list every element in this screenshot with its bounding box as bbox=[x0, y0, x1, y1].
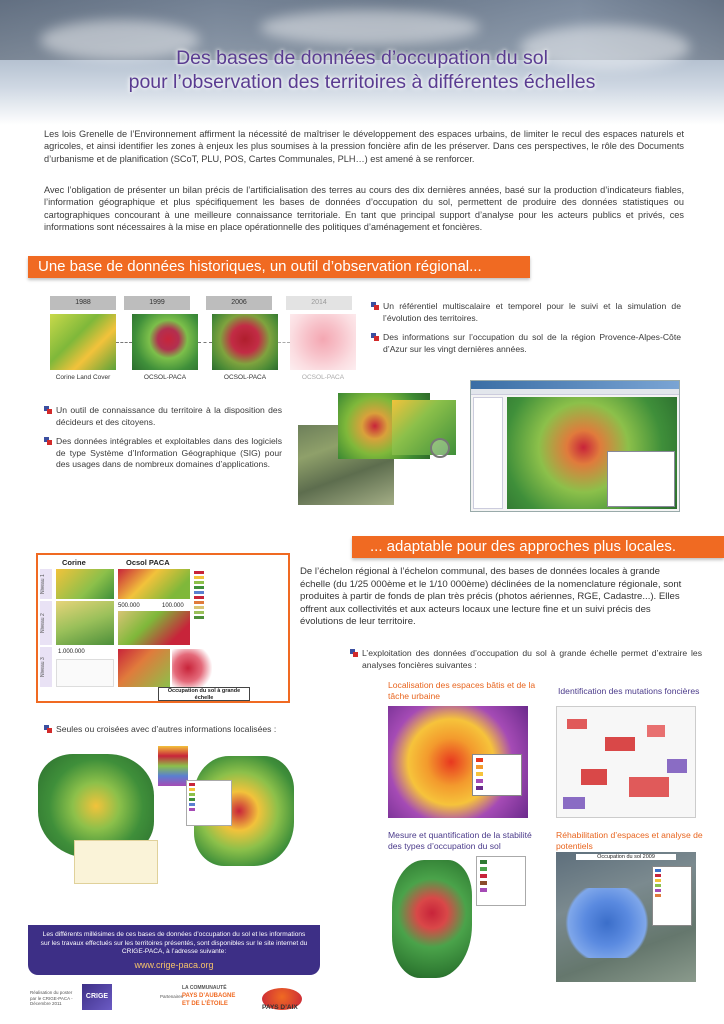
crige-website-link[interactable]: www.crige-paca.org bbox=[134, 959, 214, 970]
bullet-text: Seules ou croisées avec d’autres informations localisées : bbox=[56, 724, 277, 734]
layers-stack-icon bbox=[158, 746, 188, 786]
magnifier-icon bbox=[430, 438, 450, 458]
analysis-title-urban: Localisation des espaces bâtis et de la tâche urbaine bbox=[388, 680, 536, 701]
layer-panel bbox=[473, 397, 503, 509]
level-1-label: Niveau 1 bbox=[40, 569, 52, 599]
header-banner bbox=[0, 0, 724, 125]
rehab-zone bbox=[564, 888, 650, 958]
bullet-icon bbox=[371, 302, 379, 310]
bullet-text: Un référentiel multiscalaire et temporel pour le suivi et la simulation de l’évolution des territoires. bbox=[383, 301, 681, 323]
logo-pays-aix: PAYS D’AIX bbox=[262, 1004, 298, 1011]
map-rehabilitation bbox=[556, 852, 696, 982]
map-2006-thumbnail bbox=[212, 314, 278, 370]
bullet-item bbox=[44, 405, 282, 428]
cloud-shape bbox=[260, 10, 480, 45]
timeline-connector bbox=[198, 342, 212, 343]
map-1988-thumbnail bbox=[50, 314, 116, 370]
bullet-text: L’exploitation des données d’occupation du sol à grande échelle permet d’extraire les analyses foncières suivantes : bbox=[362, 648, 702, 670]
bullet-item bbox=[44, 436, 282, 471]
large-scale-label: Occupation du sol à grande échelle bbox=[158, 687, 250, 701]
nomenclature-col-corine: Corine bbox=[62, 558, 86, 567]
map-2014-thumbnail bbox=[290, 314, 356, 370]
stability-shape bbox=[392, 860, 472, 978]
bullet-icon bbox=[44, 406, 52, 414]
map-legend bbox=[652, 866, 692, 926]
caption-ocsol-2006: OCSOL-PACA bbox=[223, 374, 267, 381]
bullet-item bbox=[371, 301, 681, 324]
footer-credit: Réalisation du poster par le CRIGE-PACA - Décembre 2011 bbox=[30, 990, 73, 1006]
crossed-map-legend bbox=[186, 780, 232, 826]
bullet-item bbox=[44, 724, 324, 736]
nomenclature-legend bbox=[194, 569, 288, 689]
map-level-3-ocsol bbox=[118, 649, 170, 687]
title-line-2: pour l’observation des territoires à différentes échelles bbox=[128, 71, 596, 93]
cadastre-extract bbox=[74, 840, 158, 884]
timeline-connector bbox=[278, 342, 290, 343]
map-legend bbox=[472, 754, 522, 796]
legend-level-3 bbox=[56, 659, 114, 687]
level-2-label: Niveau 2 bbox=[40, 601, 52, 645]
intro-paragraph-1: Les lois Grenelle de l’Environnement affirment la nécessité de maîtriser le développement des espaces urbains, de limiter le recul des espaces naturels et agricoles, et ainsi identifier les zones à enjeux les plus soumises à la pression foncière afin de les préserver. Dans ces perspectives, le rôle des Documents d’urbanisme et de planification (SCoT, PLU, POS, Cartes Communales, PLH…) est amené à se renforcer. bbox=[44, 129, 684, 164]
logo-aubagne-line: PAYS D’AUBAGNE bbox=[182, 993, 236, 999]
title-line-1: Des bases de données d’occupation du sol bbox=[176, 47, 548, 69]
map-urban-spots bbox=[388, 706, 528, 818]
attribute-table bbox=[607, 451, 675, 507]
analysis-title-rehabilitation: Réhabilitation d’espaces et analyse de potentiels bbox=[556, 830, 703, 851]
page-title bbox=[0, 46, 724, 94]
year-tab-1999: 1999 bbox=[124, 296, 190, 310]
window-titlebar bbox=[471, 381, 679, 389]
logo-aubagne-line: LA COMMUNAUTÉ bbox=[182, 985, 227, 991]
map-land-mutations bbox=[556, 706, 696, 818]
info-box-text: Les différents millésimes de ces bases de données d’occupation du sol et les informations sur les travaux effectués sur les territoires présentés, sont disponibles sur le site internet du CRIGE-PACA, à l’adresse suivante: bbox=[40, 931, 308, 956]
window-toolbar bbox=[471, 389, 679, 395]
bullet-text: Des données intégrables et exploitables dans des logiciels de type Système d’Information Géographique (SIG) pour des usages dans de nombreux domaines d’applications. bbox=[56, 436, 282, 469]
scale-100000: 100.000 bbox=[162, 603, 184, 609]
bullet-item bbox=[350, 648, 702, 671]
logo-aubagne-line: ET DE L’ÉTOILE bbox=[182, 1001, 228, 1007]
map-legend bbox=[476, 856, 526, 906]
intro-paragraph-2: Avec l’obligation de présenter un bilan précis de l’artificialisation des terres au cours des dix dernières années, basé sur la production d’indicateurs fiables, l’information géographique et plus spécifiquement les bases de données d’occupation du sol, permettent de produire des données statistiques ou cartographiques concourant à une meilleure connaissance territoriale. En tant que principal support d’analyse pour les acteurs publics et privés, ces informations sont nécessaires à la mise en place opérationnelle des politiques d’aménagement et foncières. bbox=[44, 185, 684, 232]
info-box bbox=[28, 925, 320, 975]
caption-ocsol-2014: OCSOL-PACA bbox=[301, 374, 345, 381]
map-level-1-ocsol bbox=[118, 569, 190, 599]
bullet-text: Des informations sur l’occupation du sol de la région Provence-Alpes-Côte d’Azur sur les vingt dernières années. bbox=[383, 332, 681, 354]
bullet-exploitation bbox=[350, 648, 702, 679]
partners-label: Partenaires bbox=[160, 994, 184, 999]
nomenclature-figure bbox=[36, 553, 290, 703]
caption-corine: Corine Land Cover bbox=[55, 374, 111, 381]
map-level-2-ocsol bbox=[118, 611, 190, 645]
scale-500000: 500.000 bbox=[118, 603, 140, 609]
map-level-1 bbox=[56, 569, 114, 599]
section-band-local: ... adaptable pour des approches plus locales. bbox=[352, 536, 724, 558]
bullet-icon bbox=[44, 725, 52, 733]
map-level-2 bbox=[56, 601, 114, 645]
caption-ocsol-1999: OCSOL-PACA bbox=[143, 374, 187, 381]
nomenclature-col-ocsol: Ocsol PACA bbox=[126, 558, 170, 567]
timeline-connector bbox=[116, 342, 132, 343]
year-tab-1988: 1988 bbox=[50, 296, 116, 310]
bullets-left-section1 bbox=[44, 405, 282, 479]
map-stability bbox=[388, 852, 528, 982]
level-3-label: Niveau 3 bbox=[40, 647, 52, 687]
gis-software-window bbox=[470, 380, 680, 512]
bullets-right-section1 bbox=[371, 301, 681, 363]
crige-logo: CRIGE bbox=[82, 984, 112, 1010]
bullet-crossed bbox=[44, 724, 324, 744]
section2-paragraph: De l’échelon régional à l’échelon communal, des bases de données locales à grande échelle (du 1/25 000ème et le 1/10 000ème) déclinées de la nomenclature régionale, sont produites à partir de fonds de plan très précis (photos aériennes, RGE, Cadastre...). Elles offrent aux collectivités et aux acteurs locaux une lecture fine et un suivi précis des évolutions de leur territoire. bbox=[300, 566, 682, 628]
map-title: Occupation du sol 2009 bbox=[576, 854, 676, 860]
bullet-icon bbox=[350, 649, 358, 657]
year-tab-2006: 2006 bbox=[206, 296, 272, 310]
scale-1000000: 1.000.000 bbox=[58, 649, 85, 655]
map-1999-thumbnail bbox=[132, 314, 198, 370]
bullet-icon bbox=[44, 437, 52, 445]
bullet-item bbox=[371, 332, 681, 355]
bullet-text: Un outil de connaissance du territoire à la disposition des décideurs et des citoyens. bbox=[56, 405, 282, 427]
map-crossed-left bbox=[34, 746, 158, 886]
analysis-title-mutations: Identification des mutations foncières bbox=[558, 686, 700, 696]
analysis-title-stability: Mesure et quantification de la stabilité des types d’occupation du sol bbox=[388, 830, 532, 851]
year-tab-2014: 2014 bbox=[286, 296, 352, 310]
bullet-icon bbox=[371, 333, 379, 341]
logo-pays-aubagne bbox=[182, 984, 252, 1014]
section-band-historic: Une base de données historiques, un outil d’observation régional... bbox=[28, 256, 530, 278]
